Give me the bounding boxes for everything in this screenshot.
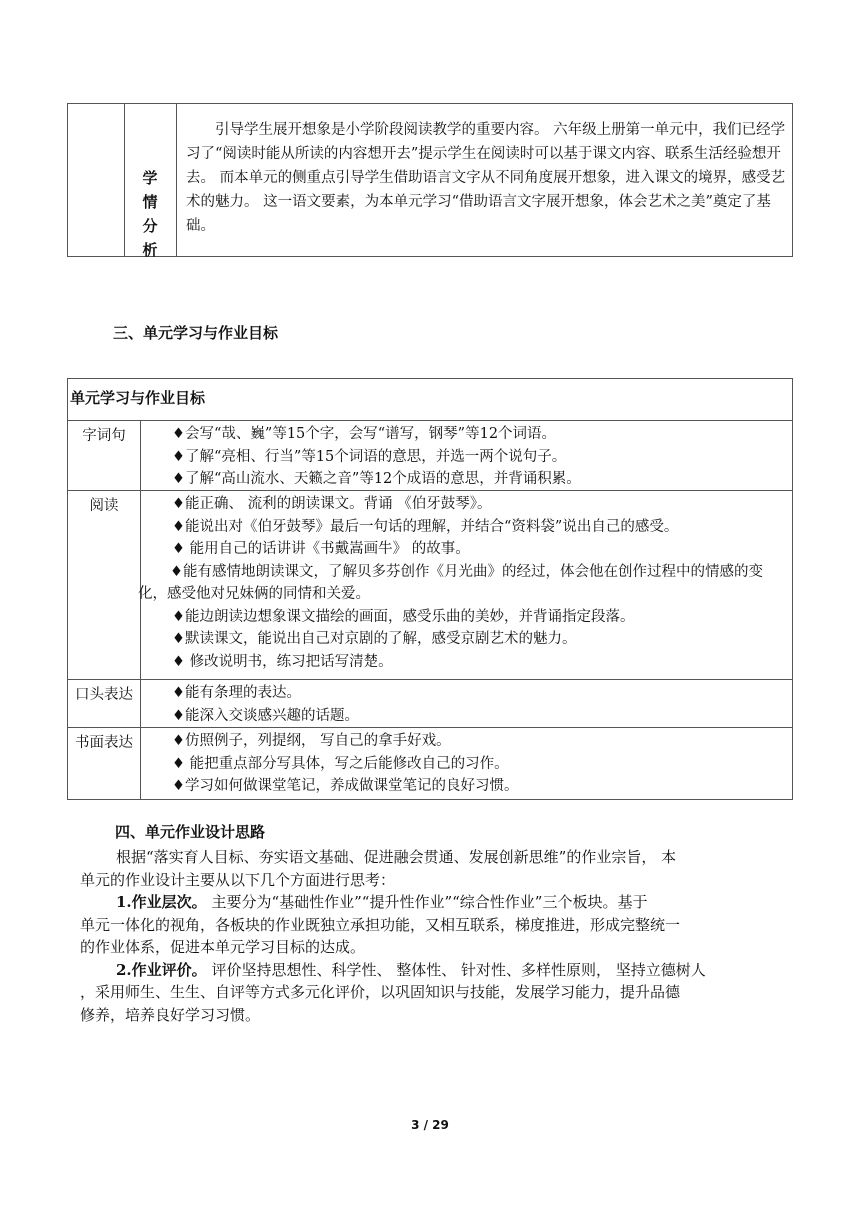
text-line: 修养，培养良好学习习惯。 bbox=[80, 1005, 261, 1024]
table-row bbox=[68, 490, 792, 680]
text-span: 评价坚持思想性、科学性、 整体性、 针对性、多样性原则， 坚持立德树人 bbox=[206, 960, 706, 979]
list-item: ♦能正确、 流利的朗读课文。背诵 《伯牙鼓琴》。 bbox=[172, 496, 492, 512]
row-label: 口头表达 bbox=[68, 679, 141, 727]
section4-intro bbox=[80, 846, 780, 1026]
row-label: 字词句 bbox=[68, 420, 141, 490]
row-label: 书面表达 bbox=[68, 727, 141, 799]
text-line: ，采用师生、生生、自评等方式多元化评价，以巩固知识与技能，发展学习能力，提升品德 bbox=[80, 983, 681, 1001]
text-line: 单元的作业设计主要从以下几个方面进行思考： bbox=[80, 870, 396, 889]
goals-table-header bbox=[68, 379, 792, 421]
text-line: 根据“落实育人目标、夯实语文基础、促进融会贯通、发展创新思维”的作业宗旨， 本 bbox=[116, 848, 677, 866]
label-char: 学 bbox=[142, 169, 158, 187]
list-item: ♦能深入交谈感兴趣的话题。 bbox=[172, 707, 359, 724]
list-item: ♦默读课文，能说出自己对京剧的了解，感受京剧艺术的魅力。 bbox=[172, 631, 577, 647]
table-row bbox=[68, 727, 792, 799]
paragraph-line bbox=[80, 959, 780, 982]
list-item: ♦能说出对《伯牙鼓琴》最后一句话的理解，并结合“资料袋”说出自己的感受。 bbox=[172, 518, 679, 535]
analysis-text: 引导学生展开想象是小学阶段阅读教学的重要内容。 六年级上册第一单元中，我们已经学习了“阅读时能从所读的内容想开去”提示学生在阅读时可以基于课文内容、联系生活经验想开去。 而本单元的侧重点引导学生借助语言文字从不同角度展开想象，进入课文的境界，感受艺术的魅力。 这一语文要素，为本单元学习“借助语言文字展开想象，体会艺术之美”奠定了基础。 bbox=[186, 122, 786, 234]
goals-table-header-text: 单元学习与作业目标 bbox=[70, 389, 206, 407]
list-item: ♦会写“哉、巍”等15个字，会写“谱写，钢琴”等12个词语。 bbox=[172, 426, 557, 442]
list-item: ♦ 能用自己的话讲讲《书戴嵩画牛》 的故事。 bbox=[172, 541, 470, 557]
learning-analysis-table bbox=[67, 103, 793, 257]
row-label: 阅读 bbox=[68, 490, 141, 679]
table-blank-cell bbox=[68, 104, 125, 256]
section4-heading: 四、单元作业设计思路 bbox=[115, 823, 266, 841]
list-item: ♦能有感情地朗读课文，了解贝多芬创作《月光曲》的经过，体会他在创作过程中的情感的变化，感受他对兄妹俩的同情和关爱。 bbox=[138, 563, 763, 602]
list-item: ♦ 修改说明书，练习把话写清楚。 bbox=[172, 653, 393, 670]
paragraph-line bbox=[80, 891, 780, 914]
paragraph-heading: 1.作业层次。 bbox=[116, 893, 207, 911]
list-item: ♦ 能把重点部分写具体，写之后能修改自己的习作。 bbox=[172, 755, 509, 772]
table-row bbox=[68, 679, 792, 728]
list-item: ♦了解“亮相、行当”等15个词语的意思，并选一两个说句子。 bbox=[172, 448, 567, 465]
text-span: 主要分为“基础性作业”“提升性作业”“综合性作业”三个板块。基于 bbox=[206, 893, 648, 911]
list-item: ♦能有条理的表达。 bbox=[172, 685, 301, 701]
label-char: 分 bbox=[142, 217, 158, 235]
paragraph-heading: 2.作业评价。 bbox=[116, 960, 207, 979]
text-line: 单元一体化的视角，各板块的作业既独立承担功能，又相互联系，梯度推进，形成完整统一 bbox=[80, 915, 681, 934]
list-item: ♦能边朗读边想象课文描绘的画面，感受乐曲的美妙，并背诵指定段落。 bbox=[172, 608, 635, 625]
text-line: 的作业体系，促进本单元学习目标的达成。 bbox=[80, 938, 366, 956]
list-item: ♦了解“高山流水、天籁之音”等12个成语的意思，并背诵积累。 bbox=[172, 471, 581, 487]
list-item: ♦学习如何做课堂笔记，养成做课堂笔记的良好习惯。 bbox=[172, 778, 519, 794]
goals-table bbox=[67, 378, 793, 800]
table-row bbox=[68, 420, 792, 491]
page-number: 3 / 29 bbox=[411, 1118, 449, 1132]
label-char: 情 bbox=[142, 193, 158, 211]
section3-heading: 三、单元学习与作业目标 bbox=[113, 324, 279, 342]
list-item: ♦仿照例子，列提纲， 写自己的拿手好戏。 bbox=[172, 733, 451, 749]
label-char: 析 bbox=[142, 241, 158, 259]
table-label-cell bbox=[124, 104, 177, 259]
